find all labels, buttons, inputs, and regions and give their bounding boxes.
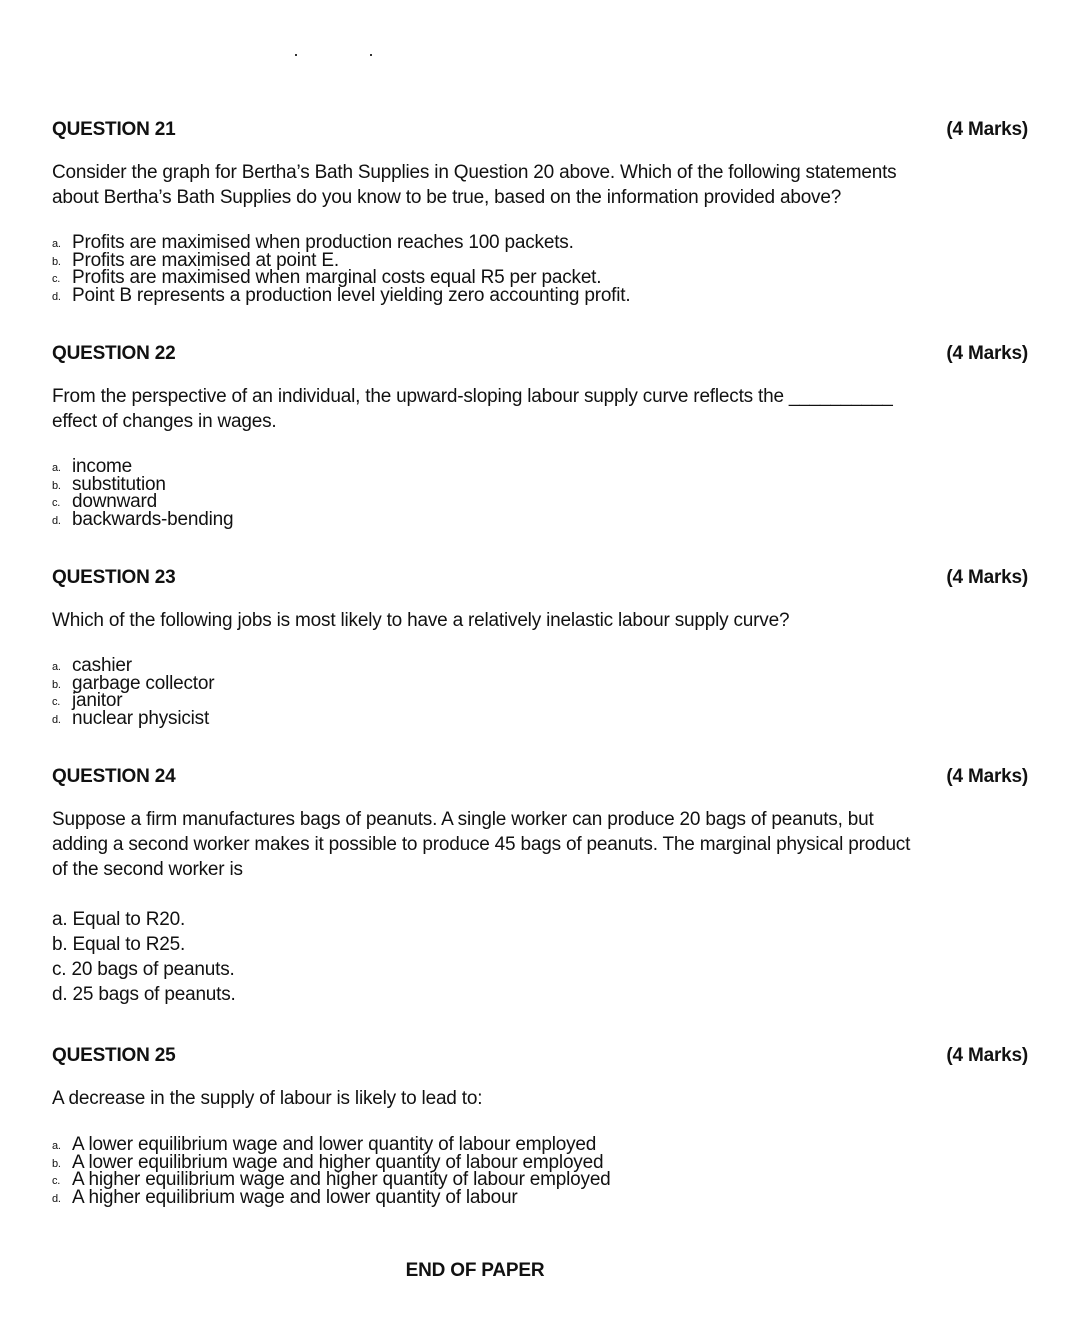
option-letter: d. bbox=[52, 1192, 61, 1205]
option-d bbox=[52, 707, 214, 729]
question-22-text: From the perspective of an individual, the upward-sloping labour supply curve reflects the __________ effect of changes in wages. bbox=[52, 386, 893, 432]
option-text: nuclear physicist bbox=[72, 707, 210, 729]
option-text: garbage collector bbox=[72, 672, 215, 694]
question-marks: (4 Marks) bbox=[946, 567, 1028, 588]
question-marks: (4 Marks) bbox=[946, 343, 1028, 364]
question-marks: (4 Marks) bbox=[946, 766, 1028, 787]
option-text: substitution bbox=[72, 473, 166, 495]
option-text: income bbox=[72, 456, 133, 477]
option-text: Profits are maximised at point E. bbox=[72, 249, 339, 271]
option-d bbox=[52, 284, 631, 306]
option-letter: c. bbox=[52, 1175, 61, 1187]
question-title: QUESTION 21 bbox=[52, 119, 176, 140]
option-text: backwards-bending bbox=[72, 508, 234, 530]
option-b: b. Equal to R25. bbox=[52, 934, 186, 955]
option-d: d. 25 bags of peanuts. bbox=[52, 984, 236, 1005]
option-letter: a. bbox=[52, 462, 61, 474]
option-letter: c. bbox=[52, 696, 61, 708]
option-text: A lower equilibrium wage and lower quantity of labour employed bbox=[72, 1134, 597, 1155]
question-23-text: Which of the following jobs is most likely to have a relatively inelastic labour supply curve? bbox=[52, 610, 790, 631]
end-of-paper: END OF PAPER bbox=[405, 1260, 545, 1281]
option-text: A lower equilibrium wage and higher quantity of labour employed bbox=[72, 1151, 604, 1173]
question-title: QUESTION 24 bbox=[52, 766, 176, 787]
option-text: downward bbox=[72, 491, 158, 512]
option-letter: b. bbox=[52, 678, 61, 691]
option-letter: c. bbox=[52, 273, 61, 285]
question-title: QUESTION 23 bbox=[52, 567, 176, 588]
scan-mark bbox=[370, 54, 372, 56]
option-letter: c. bbox=[52, 497, 61, 509]
option-letter: a. bbox=[52, 238, 61, 250]
option-d bbox=[52, 1186, 611, 1208]
question-25-options bbox=[52, 1136, 611, 1206]
question-25-text: A decrease in the supply of labour is likely to lead to: bbox=[52, 1088, 483, 1109]
question-21-options bbox=[52, 234, 630, 304]
option-letter: a. bbox=[52, 661, 61, 673]
option-c: c. 20 bags of peanuts. bbox=[52, 959, 235, 980]
option-text: cashier bbox=[72, 655, 132, 676]
question-marks: (4 Marks) bbox=[946, 119, 1028, 140]
option-text: janitor bbox=[72, 690, 123, 711]
option-text: Point B represents a production level yielding zero accounting profit. bbox=[72, 284, 631, 306]
option-letter: b. bbox=[52, 1157, 61, 1170]
question-24-options bbox=[52, 907, 236, 1007]
question-21-text: Consider the graph for Bertha’s Bath Supplies in Question 20 above. Which of the following statements about Bertha’s Bath Supplies do you know to be true, based on the information provided above? bbox=[52, 162, 897, 208]
option-letter: d. bbox=[52, 713, 61, 726]
option-text: Profits are maximised when production reaches 100 packets. bbox=[72, 232, 574, 253]
option-text: A higher equilibrium wage and lower quantity of labour bbox=[72, 1186, 518, 1208]
option-letter: b. bbox=[52, 255, 61, 268]
option-letter: d. bbox=[52, 290, 61, 303]
option-d bbox=[52, 508, 234, 530]
option-text: A higher equilibrium wage and higher quantity of labour employed bbox=[72, 1169, 611, 1190]
question-title: QUESTION 25 bbox=[52, 1045, 176, 1066]
option-letter: a. bbox=[52, 1140, 61, 1152]
option-text: Profits are maximised when marginal costs equal R5 per packet. bbox=[72, 267, 602, 288]
question-23-options bbox=[52, 657, 214, 727]
question-22-options bbox=[52, 458, 233, 528]
question-marks: (4 Marks) bbox=[946, 1045, 1028, 1066]
question-24-text: Suppose a firm manufactures bags of peanuts. A single worker can produce 20 bags of peanuts, but adding a second worker makes it possible to produce 45 bags of peanuts. The marginal physical product of the second worker is bbox=[52, 809, 911, 880]
question-title: QUESTION 22 bbox=[52, 343, 176, 364]
option-a: a. Equal to R20. bbox=[52, 909, 186, 930]
option-letter: d. bbox=[52, 514, 61, 527]
option-letter: b. bbox=[52, 479, 61, 492]
scan-mark bbox=[295, 54, 297, 56]
